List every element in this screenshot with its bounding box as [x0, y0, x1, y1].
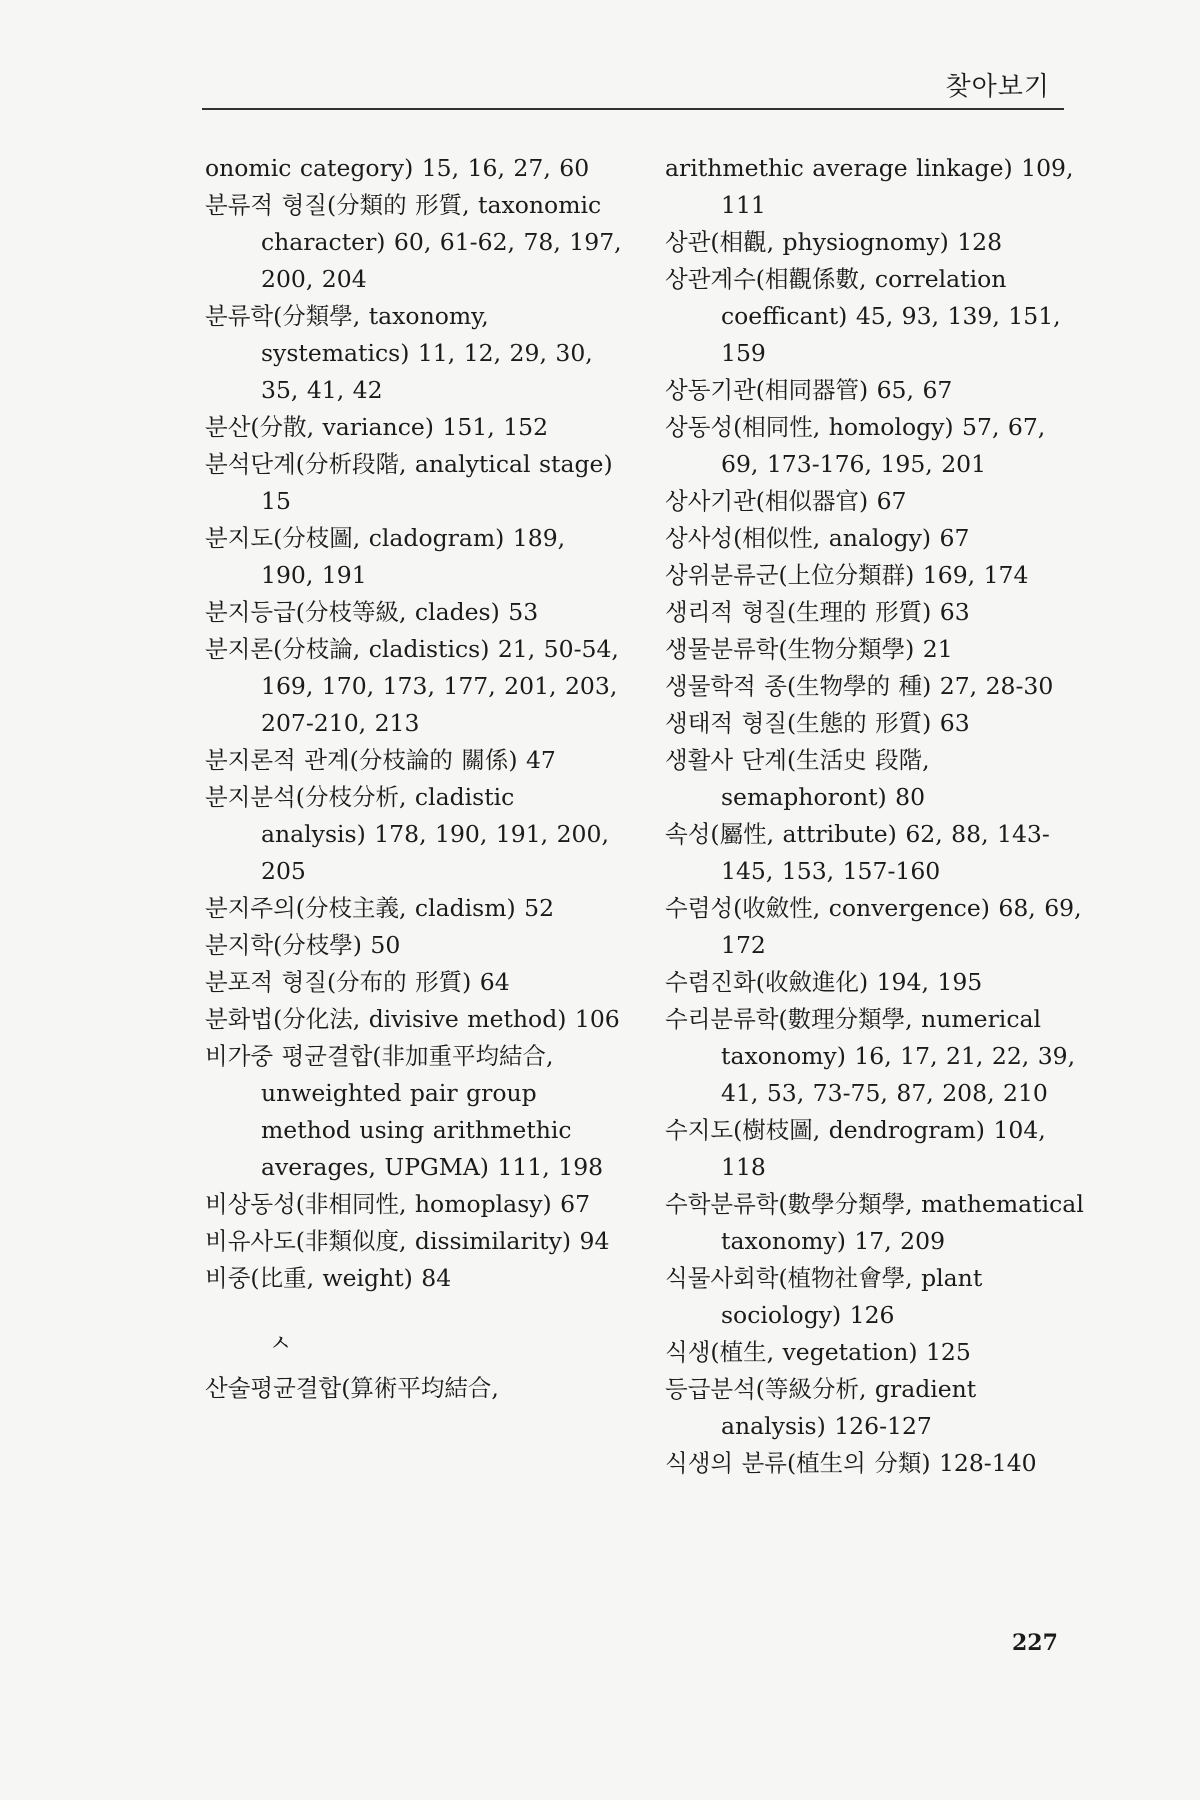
index-entry: 생리적 형질(生理的 形質) 63	[665, 598, 970, 626]
index-entry: 수렴성(收斂性, convergence) 68, 69, 172	[665, 894, 1082, 959]
index-entry: 속성(屬性, attribute) 62, 88, 143-145, 153, 157-160	[665, 820, 1050, 885]
index-entry: 식생(植生, vegetation) 125	[665, 1338, 971, 1366]
index-entries-left-a	[205, 150, 625, 1297]
index-entry: 상관(相觀, physiognomy) 128	[665, 228, 1003, 256]
index-entry: 비가중 평균결합(非加重平均結合, unweighted pair group method using arithmethic averages, UPGMA) 111, 198	[205, 1042, 604, 1181]
index-entry: onomic category) 15, 16, 27, 60	[205, 154, 590, 182]
index-column-left	[205, 150, 625, 1407]
index-entry: 수렴진화(收斂進化) 194, 195	[665, 968, 983, 996]
index-entry: 생물분류학(生物分類學) 21	[665, 635, 953, 663]
index-entry: 상동기관(相同器管) 65, 67	[665, 376, 953, 404]
index-entry: 식생의 분류(植生의 分類) 128-140	[665, 1449, 1037, 1477]
index-entry: 분포적 형질(分布的 形質) 64	[205, 968, 510, 996]
index-entry: 수지도(樹枝圖, dendrogram) 104, 118	[665, 1116, 1046, 1181]
index-entry: 분류적 형질(分類的 形質, taxonomic character) 60, 61-62, 78, 197, 200, 204	[205, 191, 622, 293]
index-entry: arithmethic average linkage) 109, 111	[665, 154, 1074, 219]
header-rule	[202, 108, 1064, 110]
index-entry: 수리분류학(數理分類學, numerical taxonomy) 16, 17, 21, 22, 39, 41, 53, 73-75, 87, 208, 210	[665, 1005, 1076, 1107]
index-entry: 분산(分散, variance) 151, 152	[205, 413, 549, 441]
index-entry: 비상동성(非相同性, homoplasy) 67	[205, 1190, 591, 1218]
index-entry: 분지등급(分枝等級, clades) 53	[205, 598, 539, 626]
index-entry: 수학분류학(數學分類學, mathematical taxonomy) 17, 209	[665, 1190, 1084, 1255]
index-entry: 생태적 형질(生態的 形質) 63	[665, 709, 970, 737]
running-head: 찾아보기	[945, 72, 1050, 102]
index-entry: 생물학적 종(生物學的 種) 27, 28-30	[665, 672, 1054, 700]
index-entry: 분지학(分枝學) 50	[205, 931, 401, 959]
index-entries-left-b	[205, 1370, 625, 1407]
index-column-right	[665, 150, 1085, 1482]
index-entry: 생활사 단계(生活史 段階, semaphoront) 80	[665, 746, 930, 811]
index-entry: 분류학(分類學, taxonomy, systematics) 11, 12, 29, 30, 35, 41, 42	[205, 302, 593, 404]
index-entry: 비유사도(非類似度, dissimilarity) 94	[205, 1227, 610, 1255]
index-entry: 분지론(分枝論, cladistics) 21, 50-54, 169, 170, 173, 177, 201, 203, 207-210, 213	[205, 635, 619, 737]
index-entry: 분화법(分化法, divisive method) 106	[205, 1005, 620, 1033]
index-entry: 상관계수(相觀係數, correlation coefficant) 45, 93, 139, 151, 159	[665, 265, 1061, 367]
index-entry: 등급분석(等級分析, gradient analysis) 126-127	[665, 1375, 977, 1440]
index-entry: 분지주의(分枝主義, cladism) 52	[205, 894, 555, 922]
index-entry: 상위분류군(上位分類群) 169, 174	[665, 561, 1029, 589]
page-number: 227	[1012, 1630, 1058, 1656]
index-entry: 상사성(相似性, analogy) 67	[665, 524, 970, 552]
index-entry: 분석단계(分析段階, analytical stage) 15	[205, 450, 613, 515]
index-entry: 분지분석(分枝分析, cladistic analysis) 178, 190, 191, 200, 205	[205, 783, 609, 885]
index-entry: 상동성(相同性, homology) 57, 67, 69, 173-176, 195, 201	[665, 413, 1046, 478]
index-entry: 비중(比重, weight) 84	[205, 1264, 452, 1292]
index-entry: 분지론적 관계(分枝論的 關係) 47	[205, 746, 556, 774]
index-entry: 산술평균결합(算術平均結合,	[205, 1374, 499, 1402]
index-entry: 식물사회학(植物社會學, plant sociology) 126	[665, 1264, 983, 1329]
index-entry: 상사기관(相似器官) 67	[665, 487, 907, 515]
section-letter: ㅅ	[269, 1329, 292, 1357]
index-entry: 분지도(分枝圖, cladogram) 189, 190, 191	[205, 524, 566, 589]
